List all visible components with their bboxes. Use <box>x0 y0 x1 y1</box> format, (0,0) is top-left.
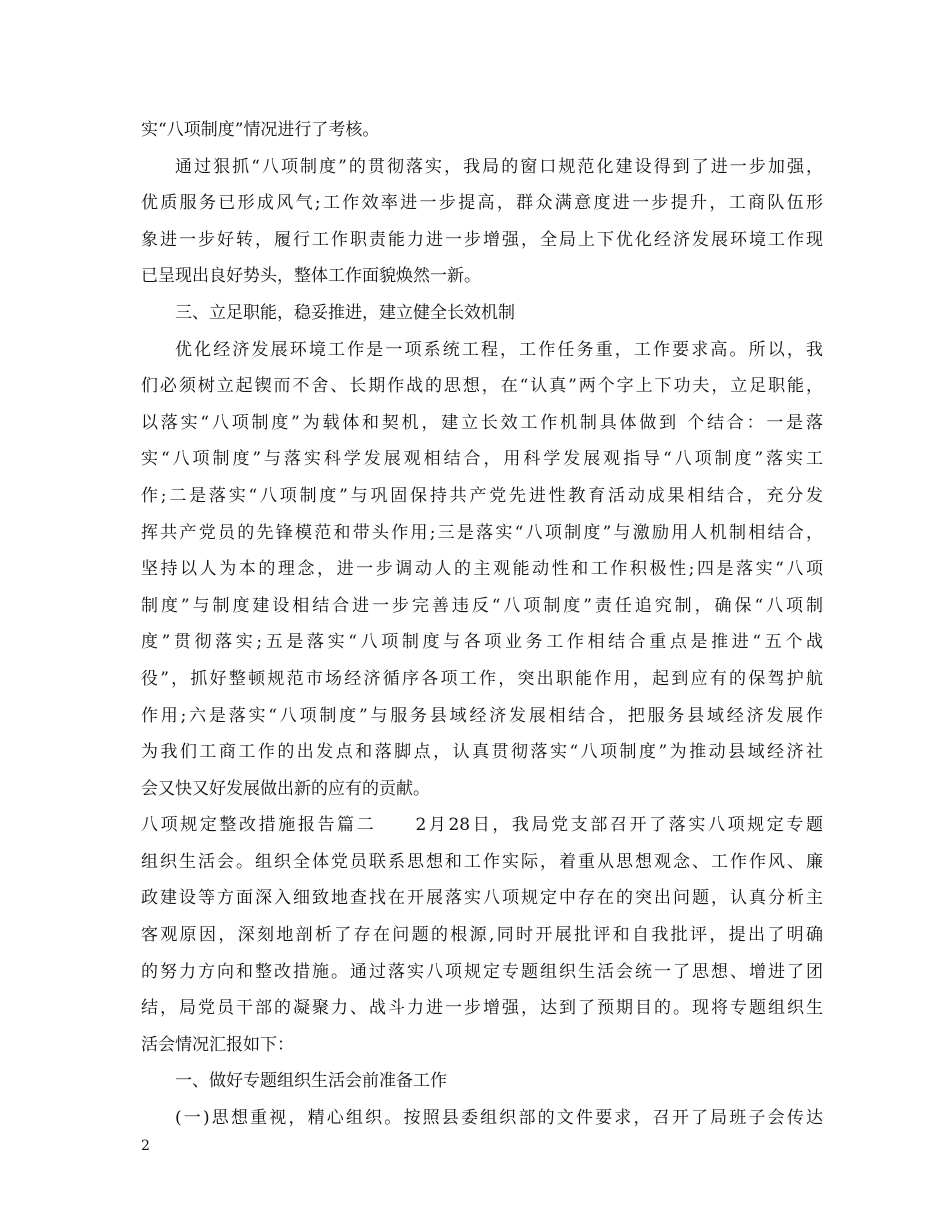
body-text <box>141 112 823 1137</box>
text-line: 坚持以人为本的理念，进一步调动人的主观能动性和工作积极性;四是落实“八项 <box>141 559 823 580</box>
text-line: (一)思想重视，精心组织。按照县委组织部的文件要求，召开了局班子会传达 <box>175 1108 823 1129</box>
text-line: 以落实“八项制度”为载体和契机，建立长效工作机制具体做到 个结合：一是落 <box>141 412 823 433</box>
section-heading: 一、做好专题组织生活会前准备工作 <box>175 1071 447 1092</box>
section-heading: 三、立足职能，稳妥推进，建立健全长效机制 <box>175 302 515 323</box>
text-line: 组织生活会。组织全体党员联系思想和工作实际，着重从思想观念、工作作风、廉 <box>141 851 823 872</box>
text-line: 制度”与制度建设相结合进一步完善违反“八项制度”责任追究制，确保“八项制 <box>141 595 823 616</box>
page-number: 2 <box>141 1138 150 1154</box>
text-line: 已呈现出良好势头，整体工作面貌焕然一新。 <box>141 266 481 287</box>
text-line: 度”贯彻落实;五是落实“八项制度与各项业务工作相结合重点是推进“五个战 <box>141 632 823 653</box>
text-line: 会又快又好发展做出新的应有的贡献。 <box>141 778 430 799</box>
text-line: 优化经济发展环境工作是一项系统工程，工作任务重，工作要求高。所以，我 <box>175 339 823 360</box>
text-line: 优质服务已形成风气;工作效率进一步提高，群众满意度进一步提升，工商队伍形 <box>141 193 823 214</box>
text-line: 挥共产党员的先锋模范和带头作用;三是落实“八项制度”与激励用人机制相结合， <box>141 522 823 543</box>
text-line: 实“八项制度”情况进行了考核。 <box>141 120 380 140</box>
text-line: 的努力方向和整改措施。通过落实八项规定专题组织生活会统一了思想、增进了团 <box>141 961 823 982</box>
text-line: 通过狠抓“八项制度”的贯彻落实，我局的窗口规范化建设得到了进一步加强， <box>175 156 823 177</box>
text-line: 实“八项制度”与落实科学发展观相结合，用科学发展观指导“八项制度”落实工 <box>141 449 823 470</box>
text-line: 象进一步好转，履行工作职责能力进一步增强，全局上下优化经济发展环境工作现 <box>141 229 823 250</box>
text-line: 们必须树立起锲而不舍、长期作战的思想，在“认真”两个字上下功夫，立足职能， <box>141 376 823 397</box>
text-line: 役”，抓好整顿规范市场经济循序各项工作，突出职能作用，起到应有的保驾护航 <box>141 668 823 689</box>
text-line: 活会情况汇报如下： <box>141 1034 294 1055</box>
text-line: 政建设等方面深入细致地查找在开展落实八项规定中存在的突出问题，认真分析主 <box>141 888 823 909</box>
text-line: 作;二是落实“八项制度”与巩固保持共产党先进性教育活动成果相结合，充分发 <box>141 485 823 506</box>
report-title-line: 八项规定整改措施报告篇二 2月28日，我局党支部召开了落实八项规定专题 <box>141 815 823 836</box>
text-line: 为我们工商工作的出发点和落脚点，认真贯彻落实“八项制度”为推动县域经济社 <box>141 742 823 763</box>
text-line: 作用;六是落实“八项制度”与服务县域经济发展相结合，把服务县域经济发展作 <box>141 705 823 726</box>
text-line: 客观原因，深刻地剖析了存在问题的根源,同时开展批评和自我批评，提出了明确 <box>141 925 823 946</box>
text-line: 结，局党员干部的凝聚力、战斗力进一步增强，达到了预期目的。现将专题组织生 <box>141 998 823 1019</box>
